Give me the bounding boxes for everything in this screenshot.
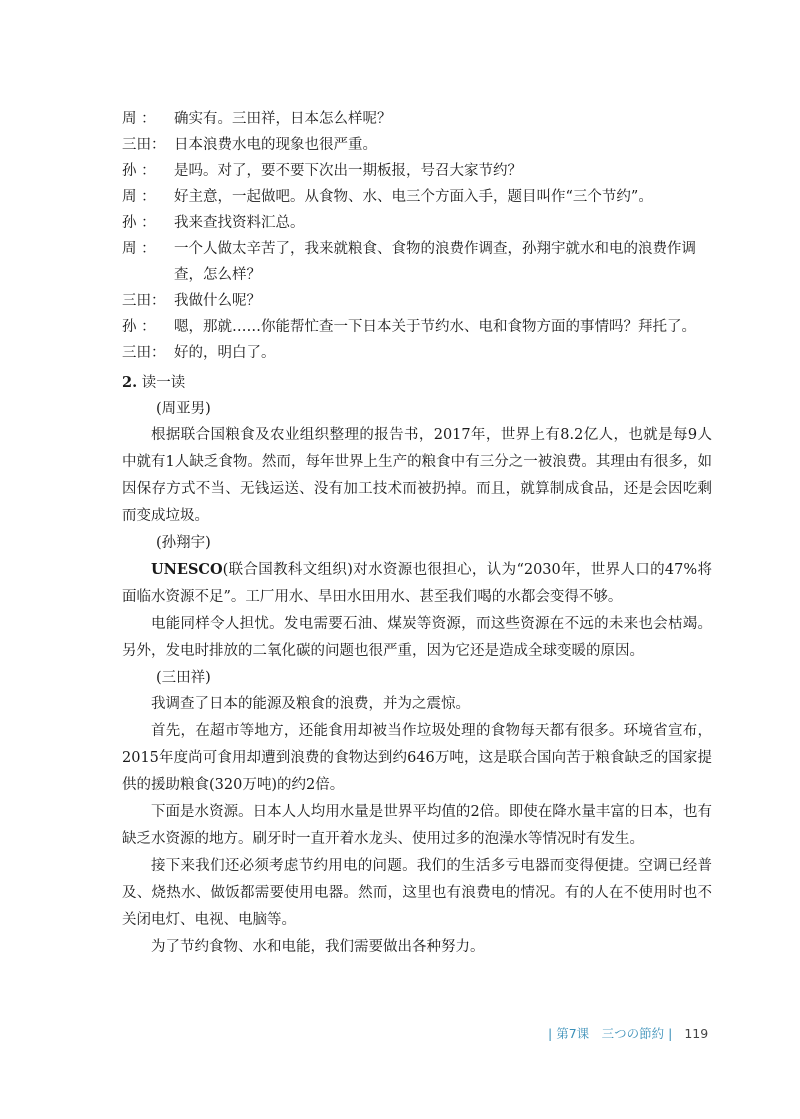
section-number: 2. — [122, 374, 138, 391]
speaker-label: (三田祥) — [156, 670, 211, 686]
dialogue-text: 我做什么呢？ — [174, 293, 261, 309]
dialogue-speaker: 孙 ： — [122, 163, 156, 179]
dialogue-line — [122, 184, 722, 210]
dialogue-speaker: 周 ： — [122, 241, 156, 257]
footer-lesson: 第7课 三つの節約 — [556, 1026, 665, 1041]
speaker-label: (周亚男) — [156, 401, 211, 417]
dialogue — [122, 106, 722, 366]
paragraph: 为了节约食物、水和电能，我们需要做出各种努力。 — [151, 939, 485, 955]
paragraph: 下面是水资源。日本人人均用水量是世界平均值的2倍。即使在降水量丰富的日本，也有缺乏水资源的地方。刷牙时一直开着水龙头、使用过多的泡澡水等情况时有发生。 — [122, 804, 712, 847]
section-title: 读一读 — [141, 375, 186, 391]
dialogue-line — [122, 106, 722, 132]
paragraph: 首先，在超市等地方，还能食用却被当作垃圾处理的食物每天都有很多。环境省宣布，2015年度尚可食用却遭到浪费的食物达到约646万吨，这是联合国向苦于粮食缺乏的国家提供的援助粮食(320万吨)的约2倍。 — [122, 723, 712, 793]
dialogue-line — [122, 132, 722, 158]
speaker-label: (孙翔宇) — [156, 535, 211, 551]
dialogue-text: 我来查找资料汇总。 — [174, 215, 305, 231]
dialogue-line — [122, 314, 722, 340]
dialogue-text: 确实有。三田祥，日本怎么样呢？ — [174, 111, 392, 127]
paragraph — [122, 556, 712, 611]
dialogue-speaker: 三田： — [122, 293, 166, 309]
dialogue-speaker: 孙 ： — [122, 215, 156, 231]
dialogue-speaker: 周 ： — [122, 189, 156, 205]
paragraph: 接下来我们还必须考虑节约用电的问题。我们的生活多亏电器而变得便捷。空调已经普及、烧热水、做饭都需要使用电器。然而，这里也有浪费电的情况。有的人在不使用时也不关闭电灯、电视、电脑等。 — [122, 858, 712, 928]
paragraph: 根据联合国粮食及农业组织整理的报告书，2017年，世界上有8.2亿人，也就是每9人中就有1人缺乏食物。然而，每年世界上生产的粮食中有三分之一被浪费。其理由有很多，如因保存方式不当、无钱运送、没有加工技术而被扔掉。而且，就算制成食品，还是会因吃剩而变成垃圾。 — [122, 427, 712, 524]
page-number: 119 — [684, 1026, 709, 1041]
footer-divider: | — [668, 1026, 673, 1041]
dialogue-speaker: 三田： — [122, 137, 166, 153]
dialogue-text: 好的，明白了。 — [174, 345, 276, 361]
dialogue-text: 是吗。对了，要不要下次出一期板报，号召大家节约？ — [174, 163, 522, 179]
unesco-term: UNESCO — [151, 561, 223, 578]
section-heading — [122, 370, 712, 396]
dialogue-line — [122, 210, 722, 236]
reading-section — [122, 370, 712, 961]
dialogue-text: 好主意，一起做吧。从食物、水、电三个方面入手，题目叫作“三个节约”。 — [174, 189, 653, 205]
dialogue-speaker: 孙 ： — [122, 319, 156, 335]
paragraph-text: (联合国教科文组织)对水资源也很担心，认为“2030年，世界人口的47%将面临水资源不足”。工厂用水、旱田水田用水、甚至我们喝的水都会变得不够。 — [122, 562, 712, 605]
dialogue-speaker: 三田： — [122, 345, 166, 361]
dialogue-text: 一个人做太辛苦了，我来就粮食、食物的浪费作调查，孙翔宇就水和电的浪费作调查，怎么样？ — [174, 241, 696, 283]
dialogue-speaker: 周 ： — [122, 111, 156, 127]
dialogue-line — [122, 340, 722, 366]
dialogue-line — [122, 288, 722, 314]
paragraph: 我调查了日本的能源及粮食的浪费，并为之震惊。 — [151, 696, 470, 712]
page-footer — [548, 1024, 708, 1042]
dialogue-text: 嗯，那就……你能帮忙查一下日本关于节约水、电和食物方面的事情吗？拜托了。 — [174, 319, 696, 335]
footer-divider: | — [548, 1026, 553, 1041]
dialogue-text: 日本浪费水电的现象也很严重。 — [174, 137, 377, 153]
paragraph: 电能同样令人担忧。发电需要石油、煤炭等资源，而这些资源在不远的未来也会枯竭。另外，发电时排放的二氧化碳的问题也很严重，因为它还是造成全球变暖的原因。 — [122, 616, 712, 659]
dialogue-line — [122, 236, 722, 288]
dialogue-line — [122, 158, 722, 184]
